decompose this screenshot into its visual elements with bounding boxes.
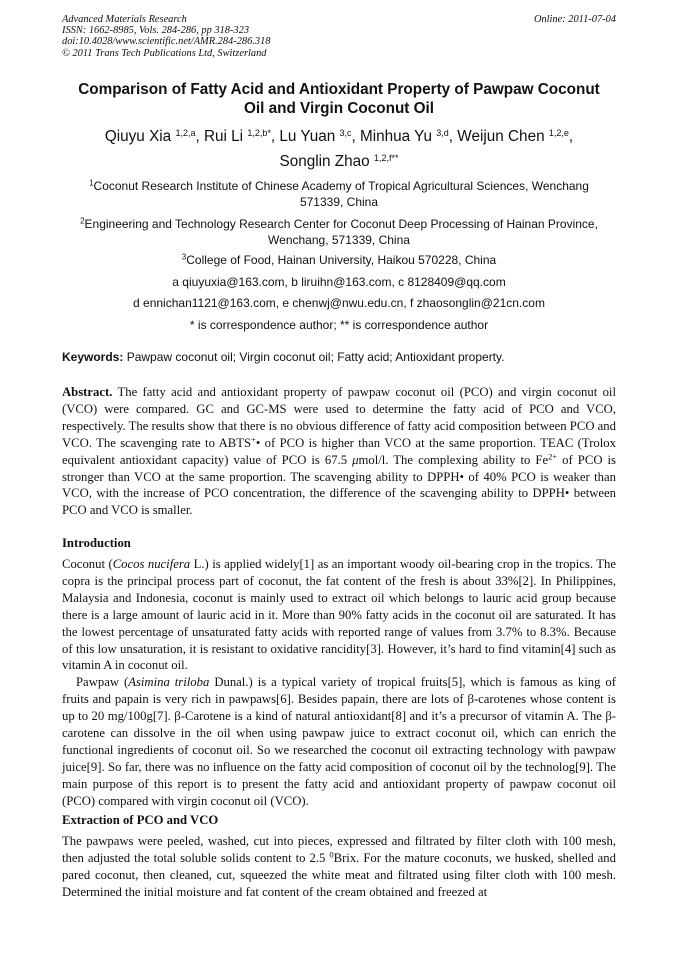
author-separator: , [270,128,280,145]
affiliation-text: Wenchang, 571339, China [268,232,410,247]
author-separator: , [448,128,458,145]
body-text: Dunal.) is a typical variety of tropical fruits[5], which is famous as king of fruits and papain is very rich in pawpaws[6]. Besides papain, there are lots of β-carotenes whose content is up to 20 mg/100g[7]. β-Carotene is a kind of natural antioxidant[8] and it’s a precursor of vitamin A. The β-carotene can dissolve in the oil when using pawpaw juice to extract coconut oil, which can enrich the functional ingredients of coconut oil. So we researched the coconut oil extracting technology with pawpaw juice[9]. So far, there was no influence on the fatty acid composition of coconut oil by the technolog[9]. The main purpose of this report is to present the fatty acid and antioxidant property of pawpaw coconut oil (PCO) compared with virgin coconut oil (VCO). [62,675,616,808]
superscript: + [251,434,256,445]
superscript: 2+ [548,450,558,461]
author-separator: , [351,128,360,145]
title-line-2: Oil and Virgin Coconut Oil [243,99,435,117]
paragraph [62,674,616,809]
affiliation-marker: 3 [181,252,187,262]
author-separator: , [568,128,574,145]
author-name: Rui Li [203,128,244,145]
author-affiliation-marker: 1,2,e [548,128,569,139]
author-line-2 [62,149,616,174]
body-text: Pawpaw ( [76,675,129,690]
section-heading-introduction: Introduction [62,536,131,550]
author-affiliation-marker: 3,c [339,128,352,139]
author-affiliation-marker: 1,2,f** [373,153,399,164]
keywords-text: Pawpaw coconut oil; Virgin coconut oil; Fatty acid; Antioxidant property. [126,350,505,364]
abstract-text: mol/l. The complexing ability to Fe [358,452,549,467]
abstract-text: of PCO is stronger than VCO at the same proportion. The scavenging ability to DPPH• of 40% PCO is weaker than VCO, with the increase of PCO concentration, the difference of the scavenging ability to DPPH• between PCO and VCO is smaller. [62,452,616,518]
author-name: Songlin Zhao [279,153,370,170]
author-separator: , [195,128,204,145]
extraction-body [62,833,616,901]
body-text: Coconut ( [62,557,113,571]
section-heading-extraction: Extraction of PCO and VCO [62,813,219,827]
abstract-text: The fatty acid and antioxidant property of pawpaw coconut oil (PCO) and virgin coconut oil (VCO) were compared. GC and GC-MS were used to determine the fatty acid of PCO and VCO, respectively. The results show that there is no obvious difference of fatty acid composition between PCO and VCO. The scavenging rate to ABTS [62,385,616,450]
author-emails-2: d ennichan1121@163.com, e chenwj@nwu.edu.cn, f zhaosonglin@21cn.com [133,296,545,310]
superscript: 0 [329,849,334,860]
affiliation-text: 571339, China [299,194,379,209]
species-name: Cocos nucifera [112,557,191,571]
author-affiliation-marker: 1,2,a [175,128,196,139]
author-emails-1: a qiuyuxia@163.com, b liruihn@163.com, c 8128409@qq.com [172,275,506,289]
paper-title [62,81,616,118]
paragraph [62,556,616,674]
affiliation-text: Coconut Research Institute of Chinese Academy of Tropical Agricultural Sciences, Wenchang [93,179,589,193]
online-date: Online: 2011-07-04 [533,14,616,25]
body-text: The pawpaws were peeled, washed, cut into pieces, expressed and filtrated by filter cloth with 100 mesh, then adjusted the total soluble solids content to 2.5 [62,834,616,865]
keywords-label: Keywords: [62,350,124,364]
journal-issn: ISSN: 1662-8985, Vols. 284-286, pp 318-323 [62,25,250,37]
affiliation-2 [62,217,616,248]
journal-doi: doi:10.4028/www.scientific.net/AMR.284-286.318 [62,36,271,48]
journal-copyright: © 2011 Trans Tech Publications Ltd, Switzerland [62,47,267,59]
affiliation-marker: 2 [80,216,85,226]
affiliation-1 [62,179,616,210]
title-line-1: Comparison of Fatty Acid and Antioxidant Property of Pawpaw Coconut [78,81,600,98]
author-line-1 [62,124,616,149]
paragraph [62,833,616,901]
keywords [62,349,616,365]
journal-name: Advanced Materials Research [62,14,187,25]
author-name: Qiuyu Xia [104,128,172,145]
author-affiliation-marker: 1,2,b* [247,128,271,139]
affiliation-3 [62,253,616,269]
affiliation-text: Engineering and Technology Research Center for Coconut Deep Processing of Hainan Province, [84,217,598,231]
introduction-body [62,556,616,810]
author-name: Minhua Yu [360,128,433,145]
author-affiliation-marker: 3,d [436,128,449,139]
author-list [62,124,616,174]
author-name: Lu Yuan [279,128,336,145]
abstract-label: Abstract. [62,385,113,399]
affiliation-text: College of Food, Hainan University, Haikou 570228, China [186,253,497,267]
species-name: Asimina triloba [128,675,210,690]
body-text: L.) is applied widely[1] as an important woody oil-bearing crop in the tropics. The copra is the principal process part of coconut, the fat content of the fresh is about 33%[2]. In Philippines, Malaysia and Indonesia, coconut is mainly used to extract oil which belongs to lauric acid group because there is a large amount of lauric acid in it. More than 90% fatty acids in the coconut oil are saturated. It has the lowest percentage of unsaturated fatty acids with reported range of values from 3.7% to 8.3%. Because of this low unsaturation, it is resistant to oxidative rancidity[3]. However, it’s hard to find vitamin[4] such as vitamin A in coconut oil. [62,557,616,673]
correspondence-note: * is correspondence author; ** is correspondence author [189,318,489,332]
journal-header [62,14,442,59]
author-name: Weijun Chen [457,128,545,145]
affiliation-marker: 1 [89,178,94,188]
abstract [62,384,616,519]
body-text: Brix. For the mature coconuts, we husked, shelled and pared coconut, then cleaned, cut, squeezed the white meat and filtrated using filter cloth with 100 mesh. Determined the initial moisture and fat content of the cream obtained and freezed at [62,850,616,899]
unit-symbol: μ [352,452,359,467]
abstract-text: • of PCO is higher than VCO at the same proportion. TEAC (Trolox equivalent antioxidant capacity) value of PCO is 67.5 [62,435,616,467]
